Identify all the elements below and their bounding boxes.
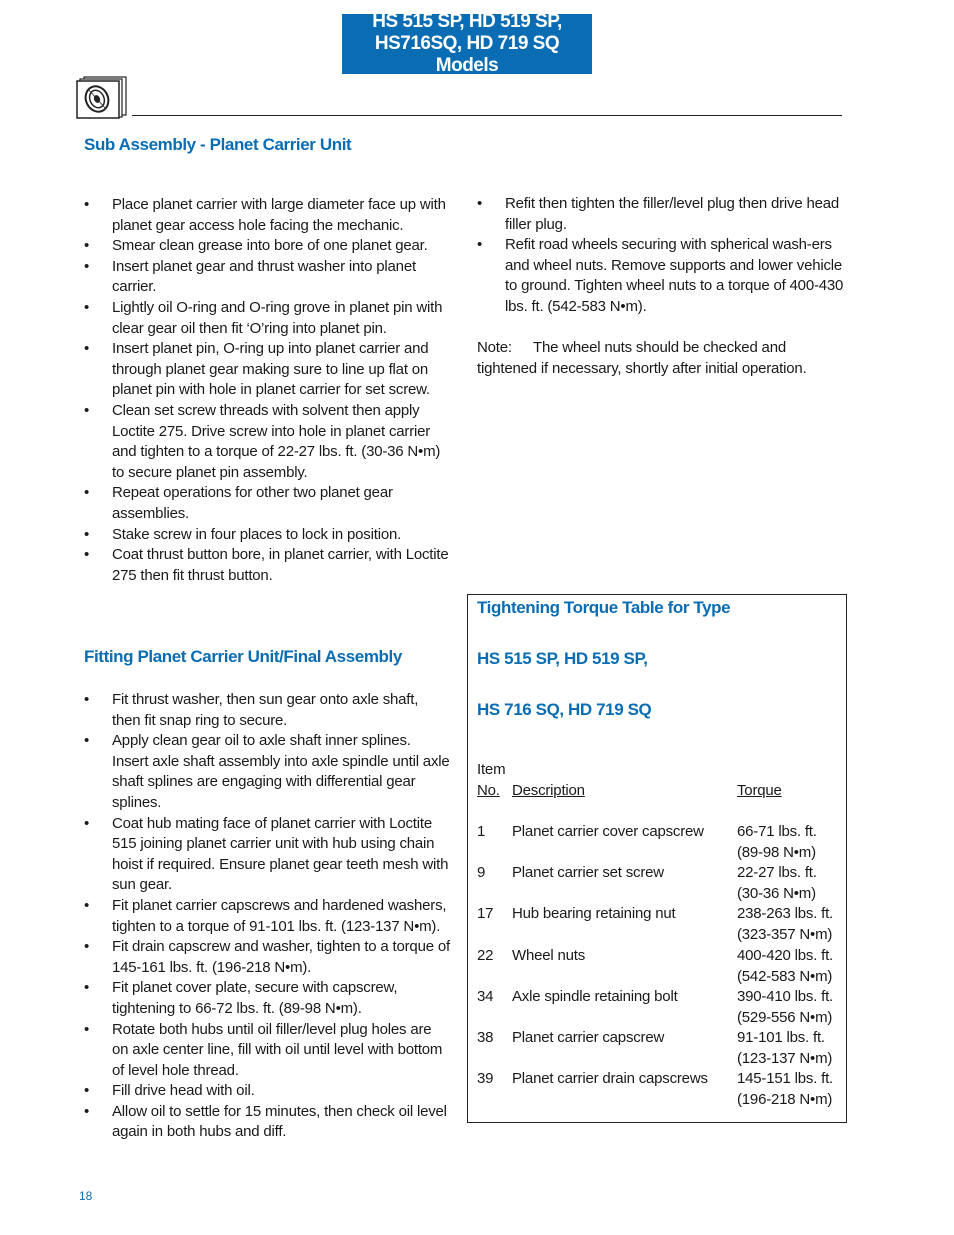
row-description: Planet carrier cover capscrew [512, 823, 704, 840]
section-title-sub-assembly: Sub Assembly - Planet Carrier Unit [84, 135, 352, 154]
list-item: • Fill drive head with oil. [84, 1081, 450, 1102]
row-no: 22 [477, 947, 494, 964]
torque-table-models-1: HS 515 SP, HD 519 SP, [477, 649, 648, 668]
row-torque [737, 822, 847, 863]
note-paragraph [477, 338, 847, 379]
row-torque-lbs: 22-27 lbs. ft. [737, 864, 817, 881]
row-torque-nm: (123-137 N•m) [737, 1049, 833, 1067]
row-description: Axle spindle retaining bolt [512, 988, 678, 1005]
row-torque-lbs: 145-151 lbs. ft. [737, 1070, 834, 1087]
row-torque-nm: (30-36 N•m) [737, 884, 816, 902]
row-description: Planet carrier set screw [512, 864, 664, 881]
list-item: • Repeat operations for other two planet gear assemblies. [84, 483, 450, 524]
list-item: • Place planet carrier with large diameter face up with planet gear access hole facing the mechanic. [84, 195, 450, 236]
list-item: • Insert planet pin, O-ring up into planet carrier and through planet gear making sure to line up flat on planet pin with hole in planet carrier for set screw. [84, 339, 450, 401]
sub-assembly-steps [84, 195, 450, 586]
torque-table-heading: Tightening Torque Table for Type [477, 598, 731, 617]
row-torque-nm: (542-583 N•m) [737, 967, 833, 985]
row-torque-lbs: 400-420 lbs. ft. [737, 947, 834, 964]
list-item: • Lightly oil O-ring and O-ring grove in planet pin with clear gear oil then fit ‘O’ring into planet pin. [84, 298, 450, 339]
page-number: 18 [79, 1189, 93, 1203]
row-description: Planet carrier drain capscrews [512, 1070, 708, 1087]
list-item: • Coat hub mating face of planet carrier with Loctite 515 joining planet carrier unit with hub using chain hoist if required. Ensure planet gear teeth mesh with sun gear. [84, 814, 450, 896]
list-item: • Refit road wheels securing with spherical wash-ers and wheel nuts. Remove supports and lower vehicle to ground. Tighten wheel nuts to a torque of 400-430 lbs. ft. (542-583 N•m). [477, 235, 847, 317]
row-torque [737, 1028, 847, 1069]
list-item: • Rotate both hubs until oil filler/level plug holes are on axle center line, fill with oil until level with bottom of level hole thread. [84, 1020, 450, 1082]
row-no: 39 [477, 1070, 494, 1087]
list-item: • Fit planet cover plate, secure with capscrew, tightening to 66-72 lbs. ft. (89-98 N•m). [84, 978, 450, 1019]
row-no: 38 [477, 1029, 494, 1046]
row-no: 17 [477, 905, 494, 922]
row-torque-lbs: 238-263 lbs. ft. [737, 905, 834, 922]
row-no: 34 [477, 988, 494, 1005]
row-torque [737, 1069, 847, 1110]
list-item: • Coat thrust button bore, in planet carrier, with Loctite 275 then fit thrust button. [84, 545, 450, 586]
column-header-item: Item [477, 761, 506, 778]
row-torque [737, 946, 847, 987]
row-torque-nm: (89-98 N•m) [737, 843, 816, 861]
row-torque-nm: (529-556 N•m) [737, 1008, 833, 1026]
list-item: • Smear clean grease into bore of one planet gear. [84, 236, 450, 257]
row-description: Wheel nuts [512, 947, 586, 964]
row-torque [737, 904, 847, 945]
list-item: • Clean set screw threads with solvent then apply Loctite 275. Drive screw into hole in planet carrier and tighten to a torque of 22-27 lbs. ft. (30-36 N•m) to secure planet pin assembly. [84, 401, 450, 483]
list-item: • Fit drain capscrew and washer, tighten to a torque of 145-161 lbs. ft. (196-218 N•m). [84, 937, 450, 978]
row-no: 9 [477, 864, 486, 881]
final-assembly-steps [84, 690, 450, 1143]
header-rule [132, 115, 842, 116]
note-label: Note: [477, 339, 512, 356]
section-title-final-assembly: Fitting Planet Carrier Unit/Final Assembly [84, 647, 402, 666]
list-item: • Allow oil to settle for 15 minutes, then check oil level again in both hubs and diff. [84, 1102, 450, 1143]
row-torque-nm: (196-218 N•m) [737, 1090, 833, 1108]
column-header-description: Description [512, 782, 585, 799]
row-no: 1 [477, 823, 486, 840]
row-torque-lbs: 91-101 lbs. ft. [737, 1029, 825, 1046]
list-item: • Stake screw in four places to lock in position. [84, 525, 450, 546]
title-line-2: HS716SQ, HD 719 SQ Models [374, 33, 560, 76]
row-description: Planet carrier capscrew [512, 1029, 665, 1046]
title-line-1: HS 515 SP, HD 519 SP, [372, 11, 562, 32]
page-title-banner [342, 11, 592, 76]
column-header-no: No. [477, 782, 500, 799]
list-item: • Fit thrust washer, then sun gear onto axle shaft, then fit snap ring to secure. [84, 690, 450, 731]
list-item: • Fit planet carrier capscrews and hardened washers, tighten to a torque of 91-101 lbs. ft. (123-137 N•m). [84, 896, 450, 937]
torque-table-models-2: HS 716 SQ, HD 719 SQ [477, 700, 652, 719]
row-torque-nm: (323-357 N•m) [737, 925, 833, 943]
list-item: • Insert planet gear and thrust washer into planet carrier. [84, 257, 450, 298]
list-item: • Refit then tighten the filler/level plug then drive head filler plug. [477, 194, 847, 235]
row-torque [737, 987, 847, 1028]
list-item: • Apply clean gear oil to axle shaft inner splines. Insert axle shaft assembly into axle spindle until axle shaft splines are engaging with differential gear splines. [84, 731, 450, 813]
row-torque-lbs: 66-71 lbs. ft. [737, 823, 817, 840]
row-torque [737, 863, 847, 904]
note-text: The wheel nuts should be checked and tightened if necessary, shortly after initial operation. [477, 339, 807, 377]
wheel-hub-logo-icon [76, 75, 128, 119]
row-description: Hub bearing retaining nut [512, 905, 676, 922]
refit-steps [477, 194, 847, 318]
column-header-torque: Torque [737, 782, 782, 799]
row-torque-lbs: 390-410 lbs. ft. [737, 988, 834, 1005]
